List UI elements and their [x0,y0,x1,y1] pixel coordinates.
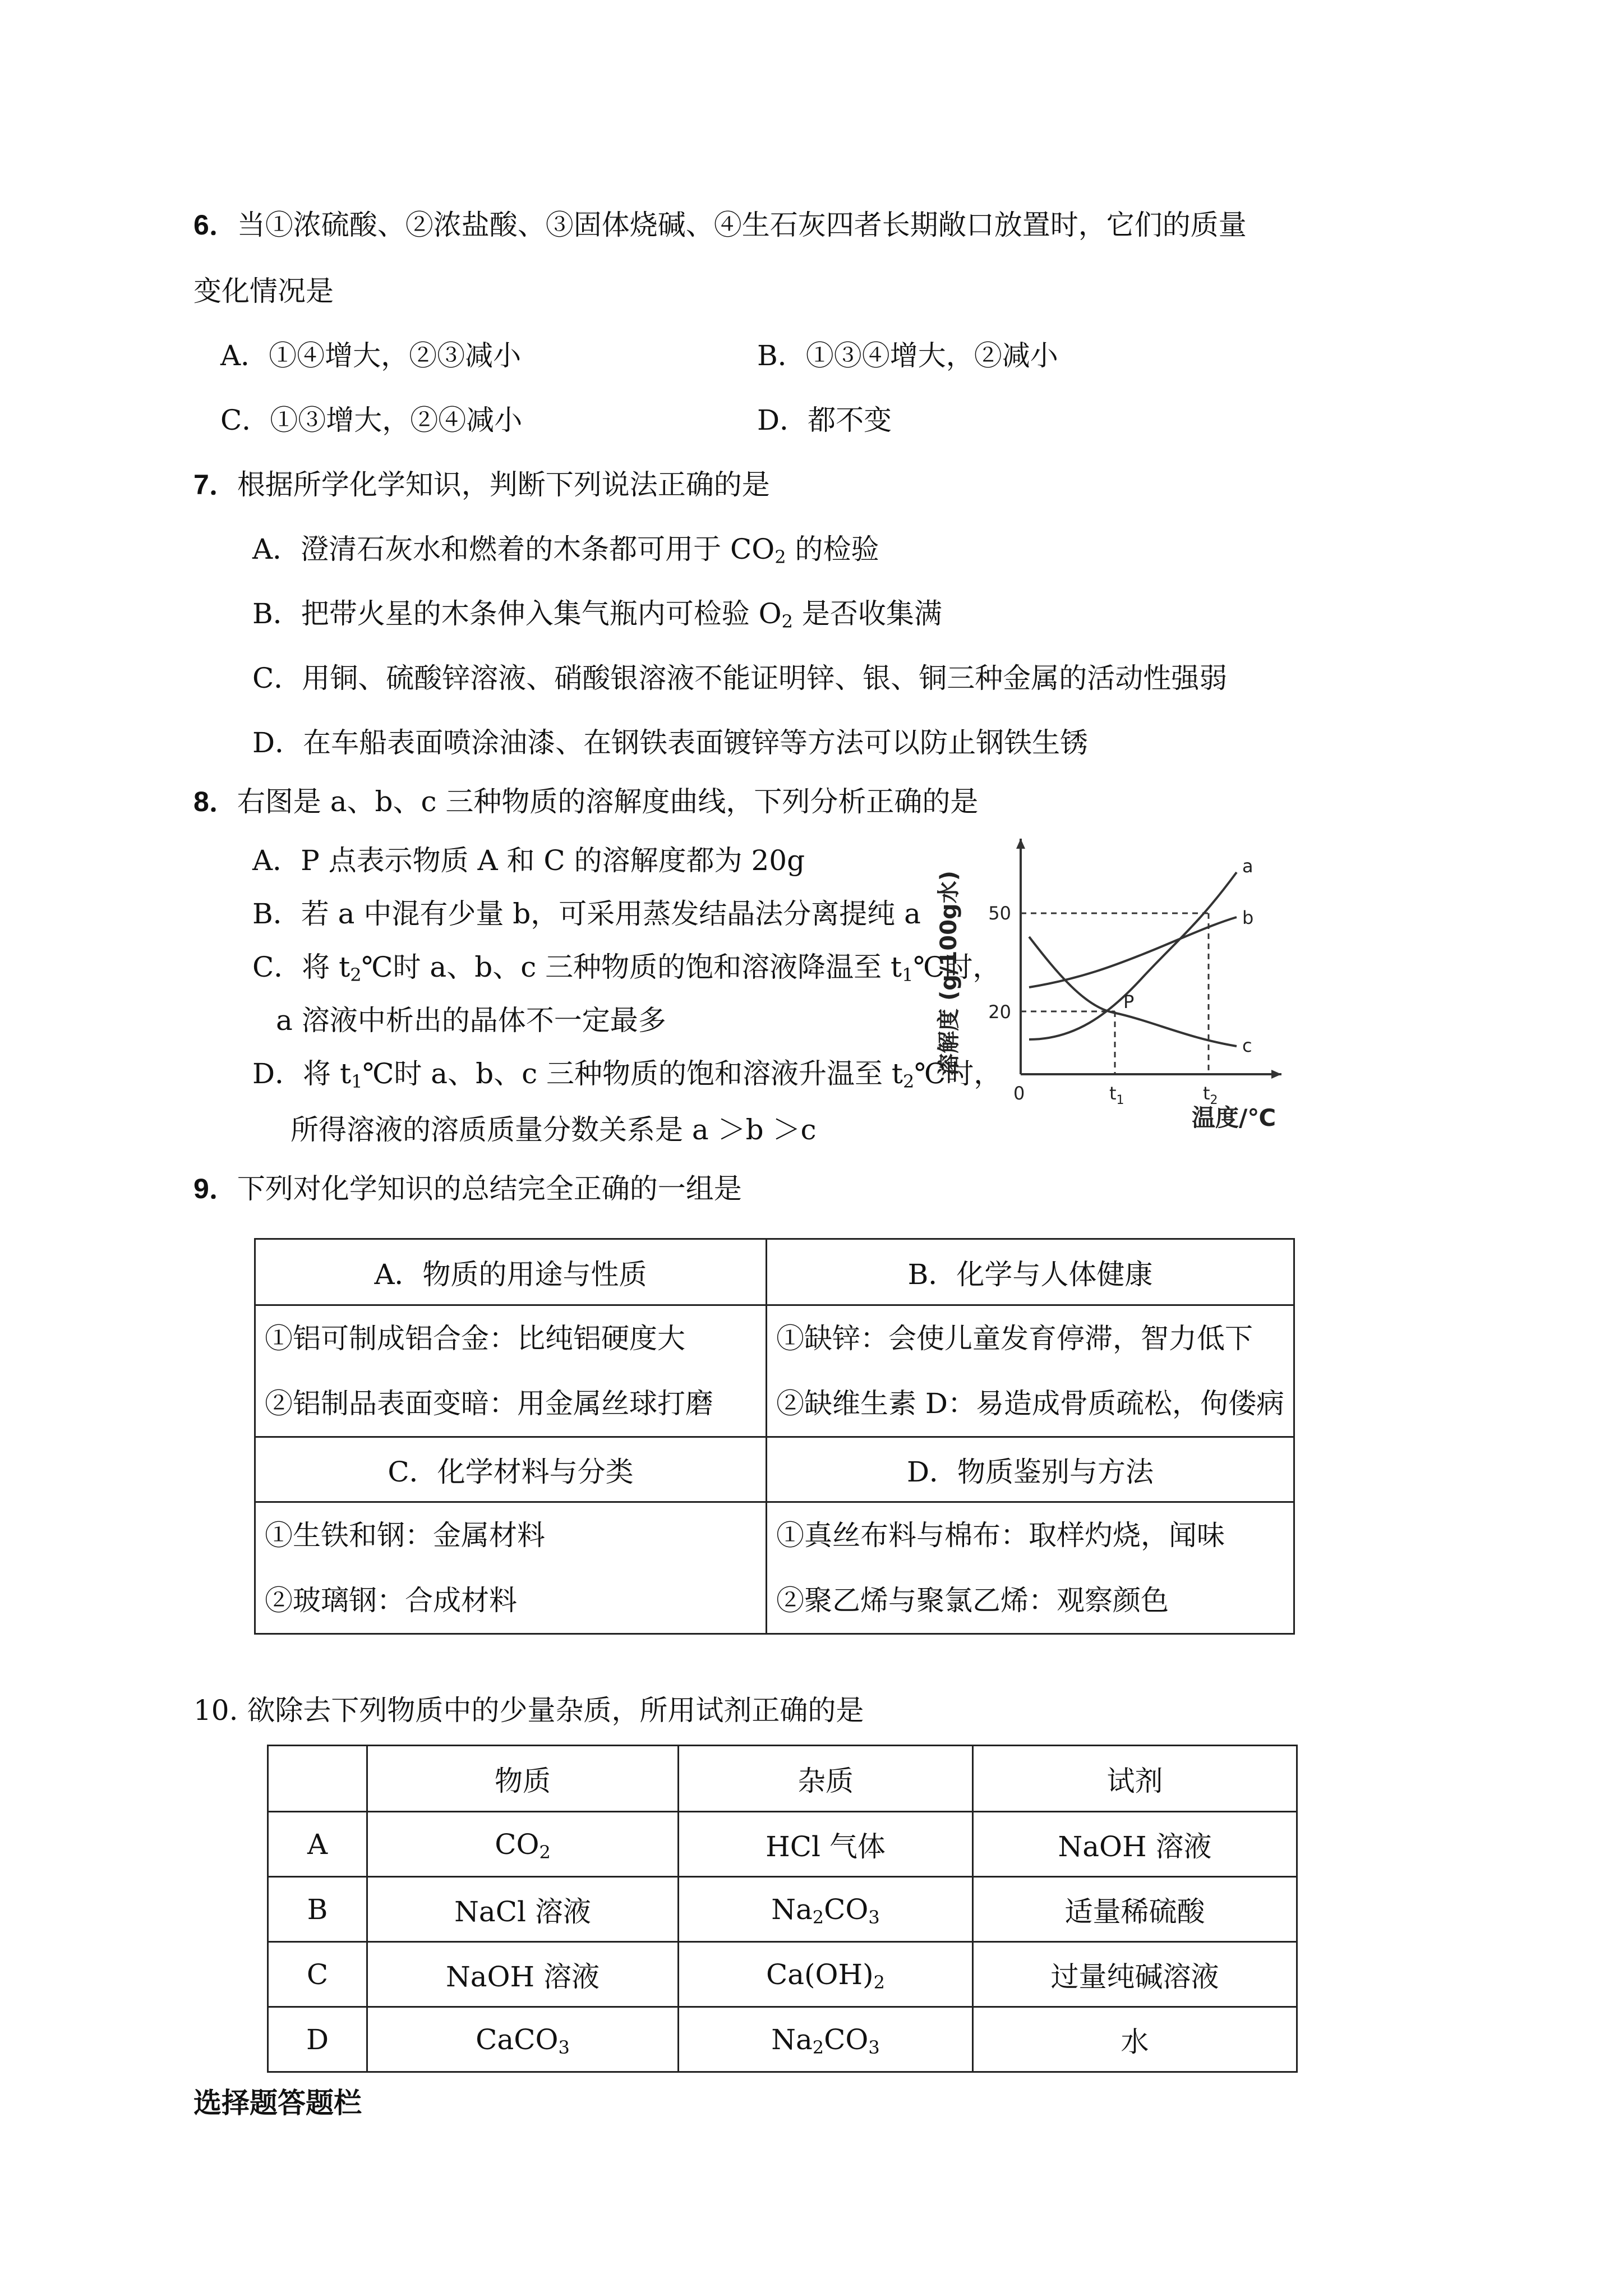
q8-c-text-2: ℃时 a、b、c 三种物质的饱和溶液降温至 t [361,951,902,983]
q10-row-c-imp-sub: 2 [873,1971,886,1993]
q10-row-a-label: A [268,1812,367,1877]
q9-table-row-4 [255,1502,1294,1634]
q10-row-d-reagent: 水 [973,2007,1297,2072]
q9-table [254,1238,1295,1635]
q10-row-d-imp-1: Na [771,2023,813,2056]
q9-b-item-1: ①缺锌：会使儿童发育停滞，智力低下 [776,1322,1253,1355]
q7-option-a-text-end: 的检验 [786,533,879,565]
q8-c-text-3: ℃时， [913,951,1001,983]
q8-option-b: B．若 a 中混有少量 b，可采用蒸发结晶法分离提纯 a [252,898,921,930]
q10-row-c [268,1942,1297,2007]
q10-row-b-imp-2: CO [824,1893,869,1926]
q6-number: 6． [193,209,237,241]
q10-row-b-imp-sub-2: 3 [868,1906,880,1928]
q9-cell-a-body [255,1305,767,1437]
q6-option-c: C．①③增大，②④减小 [220,404,523,436]
q10-table [267,1745,1298,2073]
q10-header-row [268,1746,1297,1812]
q8-c-text-1: C．将 t [252,951,351,983]
q10-row-a-substance [367,1812,679,1877]
q9-d-item-2: ②聚乙烯与聚氯乙烯：观察颜色 [776,1584,1169,1617]
q10-row-d-substance-sub: 3 [558,2036,570,2058]
q10-row-b-imp-sub-1: 2 [812,1906,824,1928]
q10-row-d-imp-2: CO [824,2023,869,2056]
q10-row-c-impurity [679,1942,973,2007]
tick-label-t2-text: t [1203,1083,1210,1104]
q10-row-b [268,1877,1297,1942]
q10-row-b-substance: NaCl 溶液 [367,1877,679,1942]
q7-option-c: C．用铜、硫酸锌溶液、硝酸银溶液不能证明锌、银、铜三种金属的活动性强弱 [252,662,1228,694]
q7-option-a [252,530,879,568]
q8-d-text-1: D．将 t [252,1057,352,1090]
tick-label-t1 [1109,1083,1124,1107]
q9-d-item-1: ①真丝布料与棉布：取样灼烧，闻味 [776,1519,1225,1552]
q8-stem-line [193,783,978,821]
q7-number: 7． [193,469,237,500]
q10-number: 10. [193,1694,238,1727]
answer-section-title: 选择题答题栏 [193,2087,362,2119]
q9-cell-c-body [255,1502,767,1634]
q9-a-item-1: ①铝可制成铝合金：比纯铝硬度大 [265,1322,685,1355]
q7-option-a-subscript: 2 [774,546,786,568]
q10-header-reagent: 试剂 [973,1746,1297,1812]
q10-row-a-substance-text: CO [495,1828,540,1861]
q8-stem: 右图是 a、b、c 三种物质的溶解度曲线，下列分析正确的是 [237,785,979,818]
q9-cell-b-head: B．化学与人体健康 [767,1239,1294,1305]
curve-a [1029,872,1237,1039]
q10-row-a-substance-sub: 2 [539,1841,551,1863]
y-axis-label: 溶解度 (g/100g水) [936,871,962,1076]
q6-option-a: A．①④增大，②③减小 [220,339,522,372]
q8-option-a: A．P 点表示物质 A 和 C 的溶解度都为 20g [252,844,805,877]
q8-d-sub-2: 2 [902,1071,915,1092]
x-axis-label: 温度/℃ [1192,1104,1276,1131]
origin-label: 0 [1013,1083,1025,1104]
q8-option-d-line2: 所得溶液的溶质质量分数关系是 a ＞b ＞c [291,1114,817,1146]
q9-stem: 下列对化学知识的总结完全正确的一组是 [237,1172,742,1205]
q7-option-b [252,595,942,633]
q7-option-a-text: A．澄清石灰水和燃着的木条都可用于 CO [252,533,775,565]
q8-c-sub-2: 1 [902,964,914,986]
q10-header-substance: 物质 [367,1746,679,1812]
q10-header-blank [268,1746,367,1812]
q10-row-b-label: B [268,1877,367,1942]
q10-stem: 欲除去下列物质中的少量杂质，所用试剂正确的是 [247,1694,864,1727]
curve-b [1029,917,1237,987]
q9-cell-d-body [767,1502,1294,1634]
q7-stem: 根据所学化学知识，判断下列说法正确的是 [237,468,770,501]
q10-row-d-label: D [268,2007,367,2072]
q8-option-c-line2: a 溶液中析出的晶体不一定最多 [276,1004,666,1037]
q10-row-d [268,2007,1297,2072]
q10-row-c-imp-1: Ca(OH) [766,1958,874,1991]
q10-row-d-imp-sub-2: 3 [868,2036,880,2058]
tick-label-t2-sub: 2 [1210,1093,1218,1107]
q10-row-b-imp-1: Na [771,1893,813,1926]
q10-row-d-impurity [679,2007,973,2072]
q10-row-d-substance-text: CaCO [476,2023,559,2056]
q6-stem-line1 [193,206,1247,244]
q9-cell-c-head: C．化学材料与分类 [255,1437,767,1502]
q8-c-sub-1: 2 [350,964,362,986]
q10-row-d-imp-sub-1: 2 [812,2036,824,2058]
q10-row-a-reagent: NaOH 溶液 [973,1812,1297,1877]
q10-row-c-label: C [268,1942,367,2007]
q8-option-c-line1 [252,948,1000,986]
tick-label-50: 50 [988,903,1011,924]
q10-header-impurity: 杂质 [679,1746,973,1812]
q10-stem-line [193,1691,864,1729]
q8-d-text-2: ℃时 a、b、c 三种物质的饱和溶液升温至 t [362,1057,903,1090]
q7-option-b-text-end: 是否收集满 [793,597,942,630]
y-axis-arrow [1016,839,1025,849]
q8-d-sub-1: 1 [351,1071,363,1092]
q7-option-d: D．在车船表面喷涂油漆、在钢铁表面镀锌等方法可以防止钢铁生锈 [252,726,1089,759]
q7-stem-line [193,466,770,504]
q9-table-row-3 [255,1437,1294,1502]
q7-option-b-text: B．把带火星的木条伸入集气瓶内可检验 O [252,597,782,630]
curve-c-label: c [1242,1035,1252,1056]
q9-table-row-1 [255,1239,1294,1305]
q9-cell-a-head: A．物质的用途与性质 [255,1239,767,1305]
q10-row-b-impurity [679,1877,973,1942]
q10-row-d-substance [367,2007,679,2072]
q9-cell-d-head: D．物质鉴别与方法 [767,1437,1294,1502]
q10-row-c-substance: NaOH 溶液 [367,1942,679,2007]
q9-b-item-2: ②缺维生素 D：易造成骨质疏松，佝偻病 [776,1387,1284,1420]
tick-label-20: 20 [988,1001,1011,1023]
q8-number: 8． [193,786,237,817]
q9-c-item-2: ②玻璃钢：合成材料 [265,1584,517,1617]
q7-option-b-subscript: 2 [781,611,793,632]
q9-number: 9． [193,1173,237,1204]
q9-cell-b-body [767,1305,1294,1437]
q6-option-d: D．都不变 [757,404,892,436]
q6-stem-line2: 变化情况是 [193,275,334,307]
q8-option-d-line1 [252,1055,1002,1093]
q8-d-text-3: ℃时， [914,1057,1002,1090]
q6-option-b: B．①③④增大，②减小 [757,339,1058,372]
curve-b-label: b [1242,907,1254,928]
q6-stem: 当①浓硫酸、②浓盐酸、③固体烧碱、④生石灰四者长期敞口放置时，它们的质量 [237,209,1247,241]
q9-stem-line [193,1170,742,1208]
x-axis-arrow [1271,1070,1281,1079]
solubility-curve-graph [936,827,1304,1131]
q10-row-a-impurity: HCl 气体 [679,1812,973,1877]
q10-row-a [268,1812,1297,1877]
q10-row-c-reagent: 过量纯碱溶液 [973,1942,1297,2007]
q10-row-b-reagent: 适量稀硫酸 [973,1877,1297,1942]
curve-a-label: a [1242,855,1253,877]
q9-c-item-1: ①生铁和钢：金属材料 [265,1519,545,1552]
point-p-label: P [1123,991,1135,1013]
q9-a-item-2: ②铝制品表面变暗：用金属丝球打磨 [265,1387,713,1420]
tick-label-t1-sub: 1 [1116,1093,1124,1107]
tick-label-t1-text: t [1109,1083,1117,1104]
q9-table-row-2 [255,1305,1294,1437]
